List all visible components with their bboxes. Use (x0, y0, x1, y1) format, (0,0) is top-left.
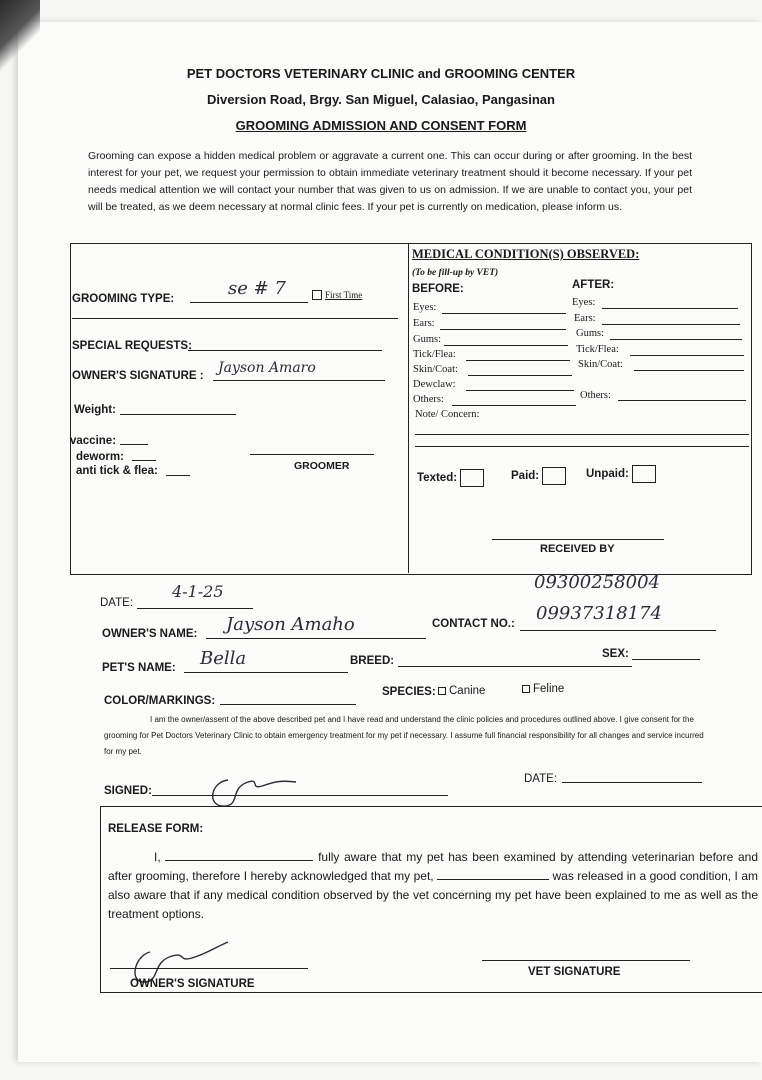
note-concern-label: Note/ Concern: (415, 409, 480, 420)
vaccine-line[interactable] (120, 444, 148, 445)
date-value[interactable]: 4-1-25 (172, 582, 224, 601)
species-label: SPECIES: (382, 686, 436, 698)
signed-label: SIGNED: (104, 785, 152, 797)
date-line (137, 608, 253, 609)
owner-signature-value[interactable]: Jayson Amaro (218, 360, 316, 376)
color-markings-line[interactable] (220, 704, 356, 705)
owner-signature-release-line (110, 968, 308, 969)
paid-text: Paid: (511, 470, 540, 483)
release-text-c: was released in a good condition, I am also aware that if any medical condition observed by the vet concerning my pet have been explained to me as well as the treatment options. (108, 869, 758, 921)
canine-label: Canine (449, 685, 486, 697)
release-text-a: I, (154, 850, 161, 864)
sex-label: SEX: (602, 648, 629, 660)
texted-text: Texted: (417, 472, 458, 485)
medical-title: MEDICAL CONDITION(S) OBSERVED: (412, 247, 640, 261)
owner-signature-line (213, 380, 385, 381)
before-eyes-line[interactable] (442, 313, 566, 314)
sex-line[interactable] (632, 659, 700, 660)
clinic-address: Diversion Road, Brgy. San Miguel, Calasiao, Pangasinan (207, 92, 555, 107)
after-skincoat-line[interactable] (634, 370, 744, 371)
before-others-label: Others: (413, 394, 444, 405)
after-tickflea-line[interactable] (630, 355, 744, 356)
form-title: GROOMING ADMISSION AND CONSENT FORM (235, 118, 527, 133)
release-paragraph (108, 848, 758, 924)
before-skincoat-line[interactable] (468, 375, 572, 376)
owner-signature-release-label: OWNER'S SIGNATURE (130, 978, 255, 990)
breed-label: BREED: (350, 655, 395, 667)
paid-label (511, 467, 569, 485)
before-tickflea-line[interactable] (466, 360, 570, 361)
antitick-line[interactable] (166, 475, 190, 476)
deworm-label: deworm: (76, 451, 124, 463)
before-eyes-label: Eyes: (413, 302, 437, 313)
contact-label: CONTACT NO.: (432, 618, 515, 630)
unpaid-label (586, 465, 659, 483)
release-pet-blank[interactable] (437, 868, 549, 880)
owner-name-value[interactable]: Jayson Amaho (226, 614, 355, 635)
grooming-type-line (190, 302, 308, 303)
owner-signature-release (120, 922, 240, 1002)
consent-text: I am the owner/assent of the above described pet and I have read and understand the clinic policies and procedures outlined above. I give consent for the grooming for Pet Doctors Veterinary Clinic to obtain emergency treatment for my pet if necessary. I assume full financial responsibility for all changes and service incurred for my pet. (104, 715, 704, 756)
unpaid-text: Unpaid: (586, 468, 629, 481)
feline-checkbox[interactable] (522, 685, 530, 693)
date-label: DATE: (100, 597, 134, 609)
first-time-label: First Time (325, 290, 363, 300)
before-gums-label: Gums: (413, 334, 442, 345)
after-eyes-line[interactable] (602, 308, 738, 309)
after-ears-label: Ears: (574, 313, 596, 324)
texted-label (417, 469, 487, 487)
vet-signature-label: VET SIGNATURE (528, 966, 621, 978)
clinic-name: PET DOCTORS VETERINARY CLINIC and GROOMING CENTER (186, 66, 576, 81)
box-divider (408, 243, 409, 573)
after-eyes-label: Eyes: (572, 297, 596, 308)
after-gums-label: Gums: (576, 328, 605, 339)
received-by-line (492, 539, 664, 540)
before-heading: BEFORE: (412, 283, 464, 295)
after-tickflea-label: Tick/Flea: (576, 344, 619, 355)
grooming-type-line-2 (72, 318, 398, 319)
deworm-line[interactable] (132, 460, 156, 461)
release-box-bottom (100, 992, 762, 993)
before-skincoat-label: Skin/Coat: (413, 364, 458, 375)
canine-option[interactable] (438, 685, 485, 697)
grooming-type-label: GROOMING TYPE: (72, 293, 175, 305)
pet-name-line (184, 672, 348, 673)
after-heading: AFTER: (572, 279, 615, 291)
owner-signature-label: OWNER'S SIGNATURE : (72, 370, 204, 382)
owner-name-line (206, 638, 426, 639)
medical-subtitle: (To be fill-up by VET) (412, 268, 499, 278)
special-requests-line[interactable] (188, 350, 382, 351)
before-ears-line[interactable] (440, 329, 566, 330)
weight-label: Weight: (74, 404, 116, 416)
contact-value-2[interactable]: 09937318174 (536, 603, 662, 624)
after-gums-line[interactable] (610, 339, 742, 340)
owner-name-label: OWNER'S NAME: (102, 628, 198, 640)
before-tickflea-label: Tick/Flea: (413, 349, 456, 360)
pet-name-label: PET'S NAME: (102, 662, 176, 674)
before-ears-label: Ears: (413, 318, 435, 329)
note-line-1[interactable] (415, 434, 749, 435)
unpaid-checkbox[interactable] (632, 465, 656, 483)
paid-checkbox[interactable] (542, 467, 566, 485)
consent-date-label: DATE: (524, 773, 558, 785)
groomer-label: GROOMER (294, 460, 350, 472)
release-text-b: fully aware that my pet has been examined by attending veterinarian before and after grooming, therefore I hereby acknowledged that my pet, (108, 850, 758, 883)
after-others-label: Others: (580, 390, 611, 401)
after-skincoat-label: Skin/Coat: (578, 359, 623, 370)
pet-name-value[interactable]: Bella (200, 648, 247, 669)
breed-line[interactable] (398, 666, 632, 667)
grooming-type-value[interactable]: se # 7 (228, 278, 286, 299)
color-markings-label: COLOR/MARKINGS: (104, 695, 216, 707)
special-requests-label: SPECIAL REQUESTS: (72, 340, 192, 352)
canine-checkbox[interactable] (438, 687, 446, 695)
before-others-line[interactable] (452, 405, 576, 406)
consent-date-line[interactable] (562, 782, 702, 783)
vet-signature-line (482, 960, 690, 961)
antitick-label: anti tick & flea: (76, 465, 158, 477)
before-gums-line[interactable] (444, 345, 568, 346)
texted-checkbox[interactable] (460, 469, 484, 487)
first-time-checkbox[interactable] (312, 290, 322, 300)
intro-paragraph: Grooming can expose a hidden medical problem or aggravate a current one. This can occur during or after grooming. In the best interest for your pet, we request your permission to obtain immediate veterinary treatment should it become necessary. If your pet needs medical attention we will contact your number that was given to us on admission. If we are unable to contact you, your pet will be treated, as we deem necessary at normal clinic fees. If your pet is currently on medication, please inform us. (88, 150, 692, 213)
vaccine-label: vaccine: (70, 435, 117, 447)
received-by-label: RECEIVED BY (540, 543, 615, 555)
after-ears-line[interactable] (602, 324, 740, 325)
release-title: RELEASE FORM: (108, 823, 204, 835)
groomer-line (250, 454, 374, 455)
after-others-line[interactable] (618, 400, 746, 401)
feline-option[interactable] (522, 683, 564, 695)
before-dewclaw-line[interactable] (466, 390, 574, 391)
contact-line (520, 630, 716, 631)
before-dewclaw-label: Dewclaw: (413, 379, 456, 390)
contact-value-1[interactable]: 09300258004 (534, 572, 660, 593)
release-name-blank[interactable] (165, 849, 313, 861)
first-time-option[interactable] (312, 290, 362, 301)
weight-line[interactable] (120, 414, 236, 415)
feline-label: Feline (533, 683, 565, 695)
note-line-2[interactable] (415, 446, 749, 447)
